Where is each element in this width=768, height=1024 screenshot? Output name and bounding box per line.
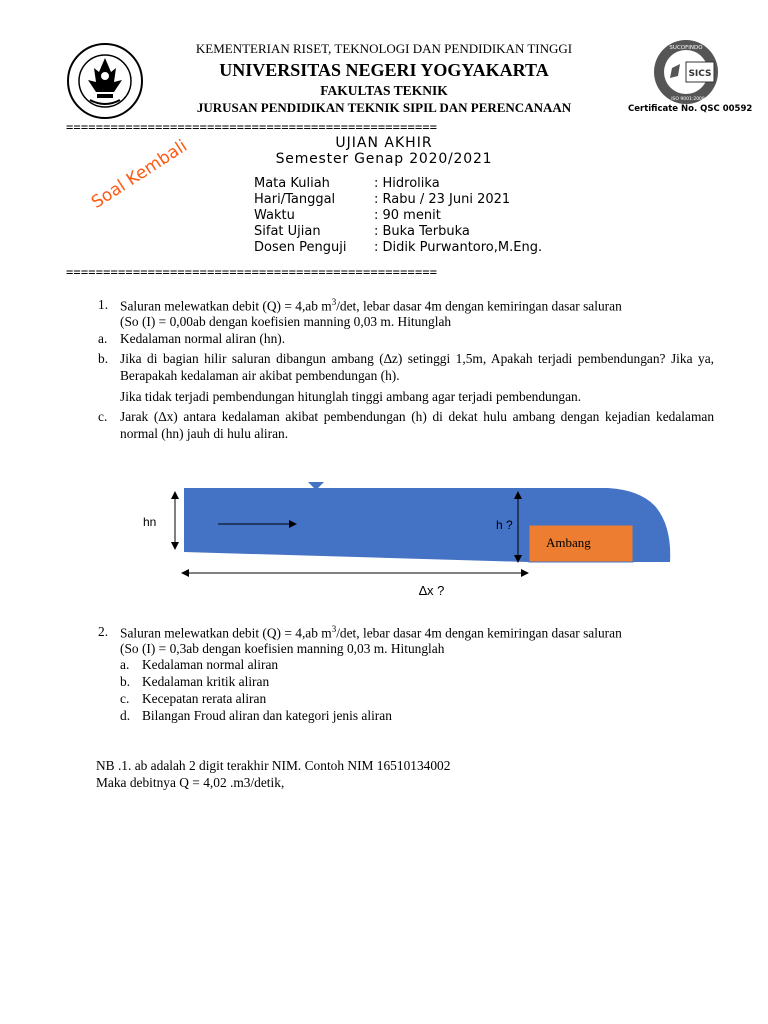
info-key: Hari/Tanggal [254, 192, 336, 207]
q1-b-label: b. [98, 351, 109, 366]
note-line2: Maka debitnya Q = 4,02 .m3/detik, [96, 775, 285, 790]
note-line1: NB .1. ab adalah 2 digit terakhir NIM. Contoh NIM 16510134002 [96, 758, 451, 773]
q2-line2: (So (I) = 0,3ab dengan koefisien manning 0,03 m. Hitunglah [120, 641, 445, 656]
q2-line1-b: /det, lebar dasar 4m dengan kemiringan dasar saluran [336, 625, 622, 641]
q1-b-text-a: Jika di bagian hilir saluran dibangun ambang ( [120, 351, 384, 366]
exam-title: UJIAN AKHIR [335, 135, 433, 151]
info-key: Dosen Penguji [254, 240, 347, 255]
q1-c-text-b: x) antara kedalaman akibat pembendungan (h) di dekat hulu ambang dengan kejadian kedalaman normal (hn) jauh di hulu aliran. [120, 409, 715, 441]
hn-label: hn [143, 515, 157, 529]
list-item-text: Kedalaman kritik aliran [142, 674, 270, 689]
separator-bottom: ================================================== [66, 266, 438, 278]
q1-line2: (So (I) = 0,00ab dengan koefisien manning 0,03 m. Hitunglah [120, 314, 452, 329]
department-title: JURUSAN PENDIDIKAN TEKNIK SIPIL DAN PERENCANAAN [196, 100, 572, 115]
q1-line1-b: /det, lebar dasar 4m dengan kemiringan dasar saluran [336, 298, 622, 314]
list-item [120, 674, 269, 691]
delta-symbol: ∆ [383, 351, 392, 366]
list-item [120, 691, 266, 708]
soal-kembali-stamp: Soal Kembali [88, 136, 191, 213]
q1-a-text: Kedalaman normal aliran (hn). [120, 331, 286, 346]
info-value: : Hidrolika [374, 176, 440, 191]
info-value: : Buka Terbuka [374, 224, 470, 239]
info-row [254, 225, 470, 238]
q1-a-label: a. [98, 331, 108, 346]
list-item-text: Bilangan Froud aliran dan kategori jenis aliran [142, 708, 392, 723]
q1-b-text [120, 351, 714, 385]
separator-top: ================================================== [66, 121, 438, 133]
list-item [120, 657, 278, 674]
h-label: h ? [496, 518, 513, 532]
cert-logo-bottom: ISO 9001:2008 [671, 97, 705, 102]
info-key: Sifat Ujian [254, 224, 321, 239]
delta-symbol: ∆ [158, 409, 167, 424]
q2-line1 [120, 624, 622, 642]
q1-line1 [120, 297, 714, 315]
q1-b-text-b: z) setinggi 1,5m, Apakah terjadi pembendungan? Jika ya, Berapakah kedalaman air akibat pembendungan (h). [120, 351, 715, 383]
q1-b-text2: Jika tidak terjadi pembendungan hitunglah tinggi ambang agar terjadi pembendungan. [120, 389, 582, 404]
info-row [254, 209, 441, 222]
list-item-label: a. [120, 657, 130, 672]
cert-logo-top: SUCOFINDO [669, 45, 703, 51]
info-value: : 90 menit [374, 208, 441, 223]
q1-c-text [120, 409, 714, 443]
faculty-title: FAKULTAS TEKNIK [320, 83, 448, 98]
info-row [254, 241, 542, 254]
info-key: Mata Kuliah [254, 176, 330, 191]
exam-semester: Semester Genap 2020/2021 [275, 151, 493, 167]
list-item-label: d. [120, 708, 131, 723]
q1-line1-a: Saluran melewatkan debit (Q) = 4,ab m [120, 298, 332, 314]
list-item-label: b. [120, 674, 131, 689]
list-item [120, 708, 392, 725]
list-item-text: Kecepatan rerata aliran [142, 691, 267, 706]
q2-sup: 3 [331, 624, 337, 634]
certification-logo [652, 38, 720, 106]
list-item-label: c. [120, 691, 130, 706]
q1-number: 1. [98, 297, 109, 312]
q1-c-text-a: Jarak ( [120, 409, 159, 424]
info-value: : Rabu / 23 Juni 2021 [374, 192, 511, 207]
q1-sup: 3 [331, 297, 337, 307]
cert-logo-mid: SICS [688, 69, 712, 79]
info-value: : Didik Purwantoro,M.Eng. [374, 240, 543, 255]
info-row [254, 193, 510, 206]
q1-c-label: c. [98, 409, 108, 424]
q2-number: 2. [98, 624, 109, 639]
ambang-label: Ambang [546, 535, 591, 550]
certificate-number: Certificate No. QSC 00592 [628, 104, 753, 114]
list-item-text: Kedalaman normal aliran [142, 657, 279, 672]
info-key: Waktu [254, 208, 295, 223]
info-row [254, 177, 440, 190]
university-title: UNIVERSITAS NEGERI YOGYAKARTA [219, 60, 549, 80]
q2-line1-a: Saluran melewatkan debit (Q) = 4,ab m [120, 625, 332, 641]
ministry-title: KEMENTERIAN RISET, TEKNOLOGI DAN PENDIDIKAN TINGGI [195, 41, 573, 56]
dx-label: ∆x ? [419, 583, 445, 598]
